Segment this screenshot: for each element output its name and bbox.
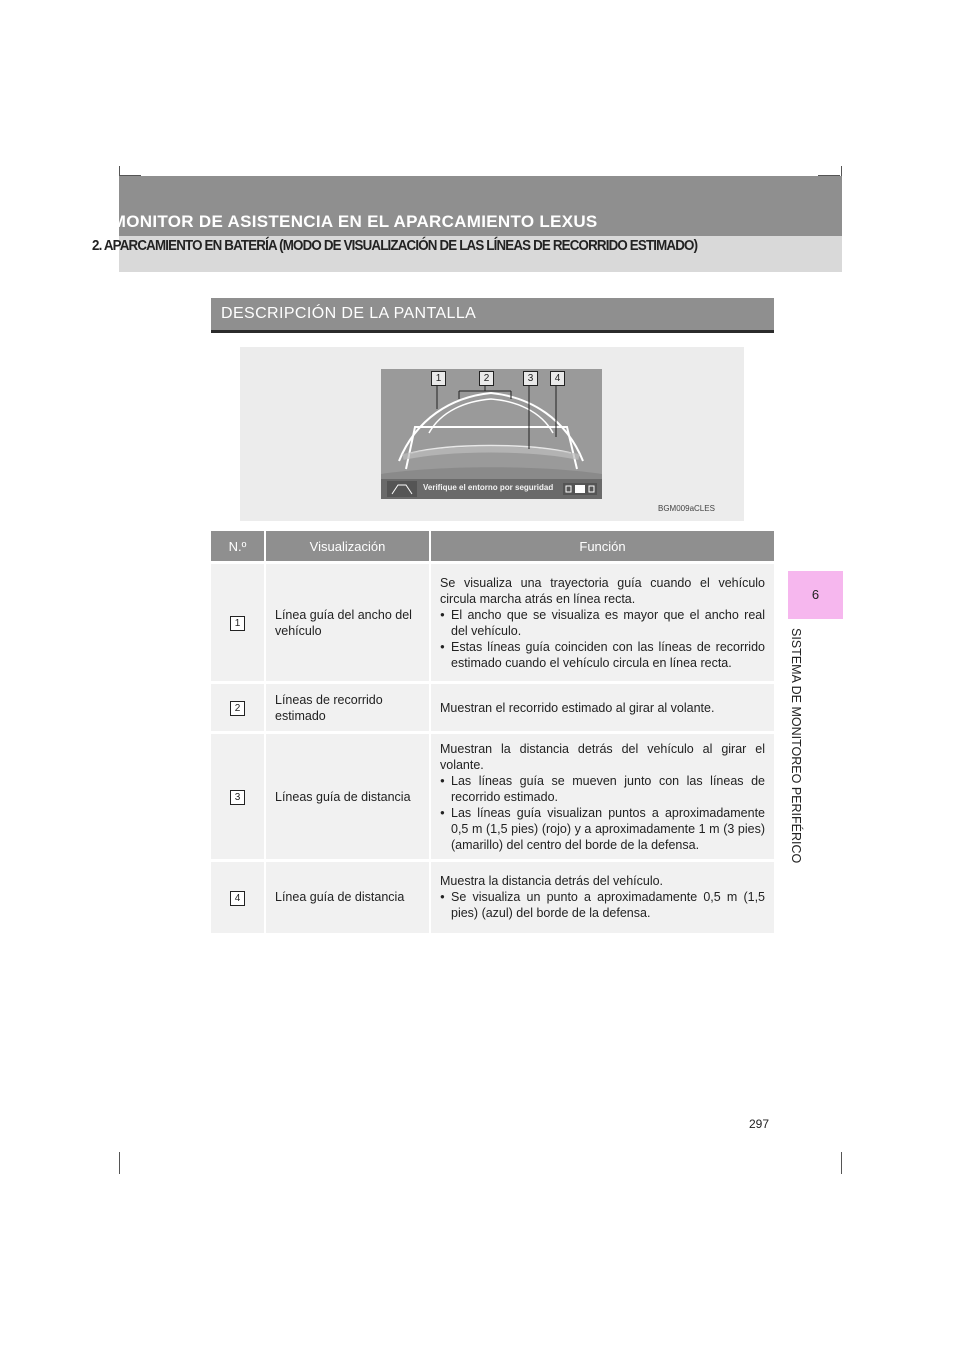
chapter-number: 6 <box>811 587 820 602</box>
display-figure <box>240 347 744 521</box>
callout-marker: 3 <box>523 371 538 386</box>
callout-marker: 4 <box>550 371 565 386</box>
chapter-title: 1. MONITOR DE ASISTENCIA EN EL APARCAMIENTO LEXUS <box>92 212 598 231</box>
function-intro: Muestra la distancia detrás del vehículo. <box>440 874 664 889</box>
row-number-cell <box>211 683 265 733</box>
function-intro: Muestran la distancia detrás del vehículo al girar el volante. <box>440 741 765 772</box>
column-header-function: Función <box>430 531 774 563</box>
camera-view-icon <box>387 481 417 497</box>
function-cell <box>430 733 774 861</box>
function-cell <box>430 683 774 733</box>
row-number-cell <box>211 733 265 861</box>
display-cell: Líneas de recorrido estimado <box>265 683 430 733</box>
screen-warning-message: Verifique el entorno por seguridad <box>423 483 554 492</box>
chapter-side-label <box>783 628 811 878</box>
column-header-display: Visualización <box>265 531 430 563</box>
function-bullet: ● Se visualiza un punto a aproximadamente 0,5 m (1,5 pies) (azul) del borde de la defensa. <box>440 889 765 921</box>
figure-code: BGM009aCLES <box>658 504 715 513</box>
camera-screen <box>381 369 602 499</box>
row-number: 1 <box>230 616 245 631</box>
display-cell: Línea guía de distancia <box>265 861 430 933</box>
row-number-cell <box>211 861 265 933</box>
column-header-number: N.º <box>211 531 265 563</box>
section-title: 2. APARCAMIENTO EN BATERÍA (MODO DE VISUALIZACIÓN DE LAS LÍNEAS DE RECORRIDO ESTIMADO) <box>92 238 698 254</box>
row-number: 3 <box>230 790 245 805</box>
row-number: 4 <box>230 891 245 906</box>
row-number: 2 <box>230 701 245 716</box>
function-cell <box>430 861 774 933</box>
subsection-heading <box>211 298 774 333</box>
sensor-status-icon <box>563 483 597 495</box>
function-intro: Muestran el recorrido estimado al girar al volante. <box>440 700 715 715</box>
function-bullet: ● Las líneas guía visualizan puntos a aproximadamente 0,5 m (1,5 pies) (rojo) y a aproximadamente 1 m (3 pies) (amarillo) del centro del borde de la defensa. <box>440 805 765 853</box>
table-row <box>211 683 774 733</box>
crop-mark <box>119 1152 120 1174</box>
callout-marker: 1 <box>431 371 446 386</box>
display-cell: Líneas guía de distancia <box>265 733 430 861</box>
function-intro: Se visualiza una trayectoria guía cuando el vehículo circula marcha atrás en línea recta. <box>440 575 765 606</box>
display-cell: Línea guía del ancho del vehículo <box>265 563 430 683</box>
row-number-cell <box>211 563 265 683</box>
display-description-table <box>211 531 774 933</box>
function-bullet: ● Las líneas guía se mueven junto con las líneas de recorrido estimado. <box>440 773 765 805</box>
function-cell <box>430 563 774 683</box>
subsection-heading-text: DESCRIPCIÓN DE LA PANTALLA <box>221 305 477 322</box>
table-row <box>211 861 774 933</box>
function-bullet: ● Estas líneas guía coinciden con las líneas de recorrido estimado cuando el vehículo circula en línea recta. <box>440 639 765 671</box>
chapter-tab <box>788 571 843 619</box>
crop-mark <box>841 1152 842 1174</box>
table-row <box>211 563 774 683</box>
page-number: 297 <box>749 1117 770 1131</box>
chapter-side-label-text: SISTEMA DE MONITOREO PERIFÉRICO <box>789 628 803 864</box>
table-row <box>211 733 774 861</box>
function-bullet: ● El ancho que se visualiza es mayor que el ancho real del vehículo. <box>440 607 765 639</box>
callout-marker: 2 <box>479 371 494 386</box>
